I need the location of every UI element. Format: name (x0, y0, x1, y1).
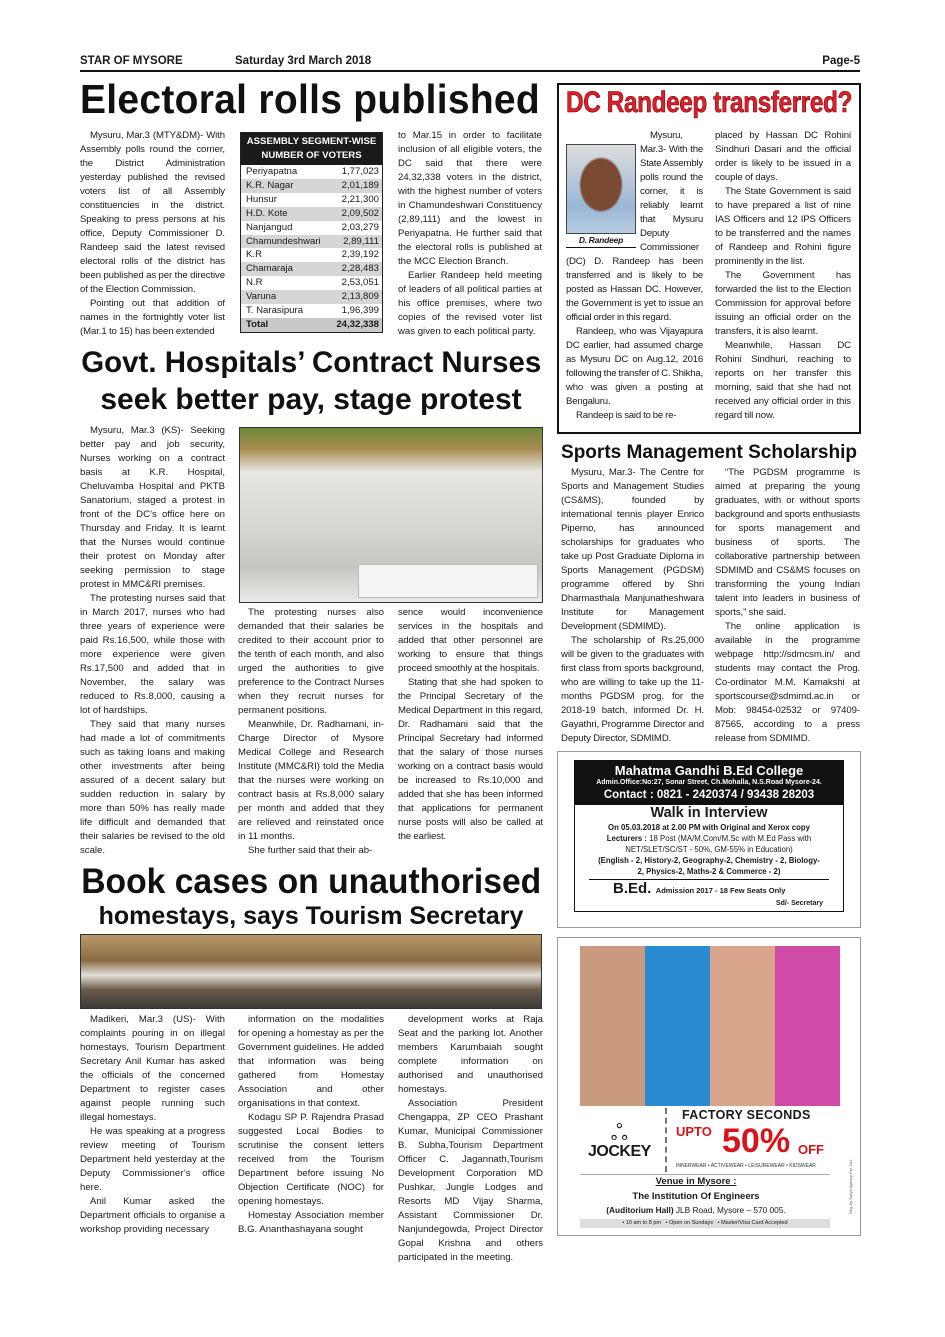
paragraph: She further said that their ab- (248, 845, 373, 856)
jockey-logo (588, 1120, 651, 1161)
upto: UPTO (676, 1124, 712, 1139)
ad-header (575, 761, 843, 805)
segment-name: Periyapatna (246, 166, 298, 177)
voters-table-body (241, 165, 382, 332)
paragraph: Stating that she had spoken to the Principal Secretary of the Medical Department in this regard, Dr. Radhamani said that the Principal Secretary had informed that the salary of those nurses working on a contract basis would be increased to Rs.10,000 and added that she has been informed that applications for permanent nurse posts will also be called at the earliest. (398, 677, 543, 842)
tourism-meeting-photo (80, 934, 542, 1009)
voter-count: 2,13,809 (341, 291, 379, 303)
subjects: (English - 2, History-2, Geography-2, Chemistry - 2, Biology-2, Physics-2, Maths-2 & Commerce - 2) (598, 856, 820, 876)
sports-col1 (561, 466, 704, 746)
bed-admission (589, 879, 829, 899)
segment-name: K.R (246, 249, 262, 261)
paragraph: The State Government is said to have prepared a list of nine IAS Officers and 12 IPS Officers to be transferred and the names of Randeep and Rohini figure prominently in the list. (715, 186, 851, 267)
paragraph: Meanwhile, Hassan DC Rohini Sindhuri, reaching to reports on her transfer this morning, said that she had not received any official order in this regard till now. (715, 340, 851, 421)
jockey-logo-icon: ஃ (610, 1120, 629, 1145)
table-row (241, 276, 382, 290)
paragraph: Earlier Randeep held meeting of leaders of all political parties at his office premises, where two copies of the revised voter list was given to each political party. (398, 270, 542, 337)
paragraph: The protesting nurses also demanded that their salaries be credited to their account prior to the tenth of each month, and also urged the authorities to give preference to the Contract Nurses when they recruit nurses for permanent positions. (238, 607, 384, 716)
paragraph: Kodagu SP P. Rajendra Prasad suggested Local Bodies to scrutinise the consent letters received from the Tourism Department before issuing No Objection Certificate (NOC) for opening homestays. (238, 1112, 384, 1207)
total-label: Total (246, 318, 269, 330)
segment-name: K.R. Nagar (246, 179, 294, 191)
headline-nurses-line1: Govt. Hospitals’ Contract Nurses (80, 346, 542, 379)
paragraph: Mysuru, Mar.3 (MTY&DM)- With Assembly polls round the corner, the District Administration yesterday published the revised voters list of all Assembly constituencies in the district. Speaking to press persons at his office, Deputy Commissioner D. Randeep said the latest revised electoral rolls of the district has been published as per the directive of the Election Commission. (80, 130, 225, 295)
protest-banner (358, 564, 538, 598)
nurses-protest-photo (239, 427, 543, 603)
headline-dc-randeep: DC Randeep transferred? (566, 86, 853, 119)
headline-tourism-box1 (80, 862, 542, 902)
paragraph: placed by Hassan DC Rohini Sindhuri Dasari and the official order is likely to be issued in a couple of days. (715, 130, 851, 183)
paragraph: Pointing out that addition of names in the fortnightly voter list (Mar.1 to 15) has been extended (80, 298, 225, 337)
headline-nurses-line2: seek better pay, stage protest (100, 383, 522, 416)
walk-in-title: Walk in Interview (650, 805, 768, 821)
headline-dc-box (566, 86, 854, 120)
venue-street: JLB Road, Mysore – 570 005. (675, 1205, 786, 1215)
lecturers-info (575, 833, 843, 855)
headline-tourism-line2: homestays, says Tourism Secretary (98, 902, 524, 930)
voter-count: 2,53,051 (341, 277, 379, 289)
bed-college-ad (557, 751, 861, 928)
table-row (241, 221, 382, 235)
ad-divider (665, 1108, 667, 1172)
table-row (241, 290, 382, 304)
voter-count: 1,96,399 (341, 305, 379, 317)
nurses-col2 (238, 606, 384, 858)
masthead (80, 54, 860, 72)
bed-label: B.Ed. (613, 880, 652, 897)
table-row (241, 235, 382, 249)
segment-name: Nanjangud (246, 221, 293, 233)
voters-table (240, 132, 383, 333)
venue-rule (580, 1174, 830, 1175)
product-categories: INNERWEAR • ACTIVEWEAR • LEISUREWEAR • KIDSWEAR (676, 1163, 816, 1169)
factory-seconds: FACTORY SECONDS (682, 1108, 811, 1122)
paper-name: STAR OF MYSORE (80, 55, 183, 67)
venue-address (558, 1205, 834, 1216)
tourism-col3 (398, 1013, 543, 1265)
dc-photo-wrap (566, 144, 636, 248)
paragraph: The protesting nurses said that in March 2017, nurses who had three years of experience were paid Rs.16,500, while those with more experience were given Rs.17,500 and added that in November, the salary was reduced to Rs.8,000, causing a lot of hardships. (80, 593, 225, 716)
segment-name: H.D. Kote (246, 207, 288, 219)
paragraph: They said that many nurses had made a lot of commitments such as taking loans and making other investments after being assured of a decent salary but sudden reduction in salary by more than 50% has really made life difficult and demanded that their salaries be revised to the old scale. (80, 719, 225, 856)
paragraph: The scholarship of Rs.25,000 will be given to the graduates with first class from sports background, who are willing to take up the 11-months PGDSM prog. for the 2018-19 batch, informed Dr. H. Gayathri, Programme Director and Deputy Director, SDMIMD. (561, 635, 704, 744)
electoral-col1 (80, 129, 225, 339)
paragraph: Meanwhile, Dr. Radhamani, in-Charge Director of Mysore Medical College and Research Institute (MMC&RI) told the Media that the nurses were working on contract basis at Rs.8,000 salary per month and added that they are relieved and reinstated once in 11 months. (238, 719, 384, 842)
segment-name: Hunsur (246, 193, 277, 205)
voter-count: 2,09,502 (341, 207, 379, 219)
models-photo (580, 946, 840, 1106)
lecturers-detail: 18 Post (MA/M.Com/M.Sc with M.Ed Pass with NET/SLET/SC/ST - 50%, GM-55% in Education) (625, 834, 812, 854)
randeep-photo (566, 144, 636, 234)
venue-name: The Institution Of Engineers (632, 1191, 760, 1202)
page-number: Page-5 (822, 55, 860, 67)
nurses-col1 (80, 424, 225, 858)
nurses-col3 (398, 606, 543, 844)
table-row (241, 207, 382, 221)
voters-table-title: ASSEMBLY SEGMENT-WISE NUMBER OF VOTERS (241, 133, 382, 165)
paragraph: information on the modalities for opening a homestay as per the Government guidelines. He added that information was being gathered from Homestay Association and other organisations in that context. (238, 1014, 384, 1109)
tourism-col2 (238, 1013, 384, 1237)
lecturers-label: Lecturers : (606, 834, 648, 843)
segment-name: Chamundeshwari (246, 235, 321, 247)
table-row (241, 193, 382, 207)
issue-date: Saturday 3rd March 2018 (235, 55, 372, 67)
table-row (241, 262, 382, 276)
paragraph: The online application is available in the programme webpage http://sdmcsm.in/ and students may contact the Prog. Co-ordinator M.M. Kamakshi at sportscourse@sdmimd.ac.in or Mob: 98454-02532 or 97409-87565, according to a press release from SDMIMD. (715, 621, 860, 744)
sports-col2 (715, 466, 860, 746)
paragraph: “The PGDSM programme is aimed at preparing the young graduates, with or without sports background and sports enthusiasts for sports management and business of sports. The collaborative partnership between SDMIMD and CS&MS focuses on transforming the young Indian talent into leaders in business of sports,” she said. (715, 467, 860, 618)
segment-name: N.R (246, 277, 263, 289)
dc-col2 (715, 129, 851, 423)
headline-nurses-box2 (80, 383, 542, 417)
headline-nurses-box1 (80, 346, 542, 380)
paragraph: He was speaking at a progress review meeting of Tourism Department held yesterday at the Deputy Commissioner’s office here. (80, 1126, 225, 1193)
table-row (241, 179, 382, 193)
discount-percent: 50% (722, 1122, 791, 1160)
voter-count: 2,03,279 (341, 221, 379, 233)
headline-tourism-line1: Book cases on unauthorised (80, 862, 542, 901)
paragraph: to Mar.15 in order to facilitate inclusion of all eligible voters, the DC said that there were 24,32,338 voters in the district, with the highest number of voters in Chamundeshwari Constituency (2,89,111) and the lowest in Periyapatna. He further said that the electoral rolls is published at the MCC Election Branch. (398, 130, 542, 267)
venue-hall: (Auditorium Hall) (606, 1205, 674, 1215)
segment-name: Chamaraja (246, 263, 293, 275)
agency-credit: Org. by Surya Agency Pvt. Ltd. (848, 1159, 853, 1214)
signature: Sd/- Secretary (775, 900, 823, 907)
paragraph: Mysuru, Mar.3- The Centre for Sports and Management Studies (CS&MS), founded by international tennis player Enrico Piperno, has announced scholarships for graduates who take up Post Graduate Diploma in Sports Management (PGDSM) programme offered by Shri Dharmasthala Manjunatheshwara Institute for Management Development (SDMIMD). (561, 467, 704, 632)
voter-count: 2,21,300 (341, 193, 379, 205)
electoral-col3 (398, 129, 542, 339)
interview-date: On 05.03.2018 at 2.00 PM with Original and Xerox copy (608, 823, 810, 832)
table-row (241, 165, 382, 179)
paragraph: Anil Kumar asked the Department officials to organise a workshop providing necessary (80, 1196, 225, 1235)
headline-electoral: Electoral rolls published (80, 76, 541, 122)
paragraph: The Government has forwarded the list to the Election Commission for approval before issuing an official order on the transfers, it is also learnt. (715, 270, 851, 337)
paragraph: sence would inconvenience services in the hospitals and added that other personnel are working to ensure that things proceed smoothly at the hospitals. (398, 607, 543, 674)
paragraph: Homestay Association member B.G. Ananthashayana sought (238, 1210, 384, 1235)
photo-caption: D. Randeep (566, 234, 636, 248)
headline-sports-box (561, 441, 859, 464)
paragraph: Madikeri, Mar.3 (US)- With complaints pouring in on illegal homestays, Tourism Department Secretary Anil Kumar has asked the officials of the concerned Department to register cases against people running such illegal homestays. (80, 1014, 225, 1123)
tourism-col1 (80, 1013, 225, 1237)
total-value: 24,32,338 (336, 319, 379, 331)
headline-tourism-box2 (80, 901, 542, 931)
headline-sports: Sports Management Scholarship (561, 441, 858, 463)
paragraph: Randeep is said to be re- (576, 410, 677, 421)
voter-count: 2,01,189 (341, 179, 379, 191)
table-row (241, 304, 382, 318)
voters-table-total (241, 318, 382, 332)
paragraph: Randeep, who was Vijayapura DC earlier, had assumed charge as Mysuru DC on Aug.12, 2016 following the transfer of C. Shikha, who was given a posting at Bengaluru. (566, 326, 703, 407)
paragraph: Mysuru, Mar.3 (KS)- Seeking better pay and job security, Nurses working on a contract basis at K.R. Hospital, Cheluvamba Hospital and PKTB Sanatorium, staged a protest in front of the DC’s office here on Thursday and Friday. It is learnt that the Nurses would continue their protest on Monday after seeking permission to stage protest in MMC&RI premises. (80, 425, 225, 590)
voter-count: 2,28,483 (341, 263, 379, 275)
dc-col1 (566, 129, 703, 423)
admission-text: Admission 2017 - 18 Few Seats Only (655, 886, 786, 895)
voter-count: 1,77,023 (341, 166, 379, 177)
voter-count: 2,39,192 (341, 249, 379, 261)
paragraph: Association President Chengappa, ZP CEO Prashant Kumar, Municipal Commissioner B. Subha,Tourism Department Officer C. Jagannath,Tourism Development Corporation MD Pushkar, Jungle Lodges and Resorts MD Vijay Sharma, Assistant Commissioner Dr. Nanjundegowda, Project Director Gopal Krishna and others participated in the meeting. (398, 1098, 543, 1263)
headline-electoral-box (80, 76, 542, 123)
segment-name: Varuna (246, 291, 277, 303)
college-name: Mahatma Gandhi B.Ed College (614, 763, 804, 778)
venue-label: Venue in Mysore : (655, 1176, 737, 1187)
college-address: Admin.Office:No:27, Sonar Street, Ch.Mohalla, N.S.Road Mysore-24. (596, 779, 822, 786)
college-contact: Contact : 0821 - 2420374 / 93438 28203 (603, 789, 815, 801)
table-row (241, 248, 382, 262)
voter-count: 2,89,111 (343, 235, 379, 247)
ad-footer: • 10 am to 8 pm • Open on Sundays • Master/Visa Card Accepted (580, 1219, 830, 1228)
jockey-brand: JOCKEY (588, 1143, 651, 1160)
segment-name: T. Narasipura (246, 305, 304, 317)
jockey-ad (557, 937, 861, 1236)
paragraph: development works at Raja Seat and the parking lot. Another members Karumbaiah sought complete information on authorised and unauthorised homestays. (398, 1014, 543, 1095)
paragraph: Mysuru, Mar.3- With the State Assembly polls round the corner, it is reliably learnt that Mysuru Deputy Commissioner (DC) D. Randeep has been transferred and is likely to be posted as Hassan DC. However, the Government is yet to issue an official order in this regard. (566, 130, 703, 323)
discount-off: OFF (798, 1142, 824, 1157)
